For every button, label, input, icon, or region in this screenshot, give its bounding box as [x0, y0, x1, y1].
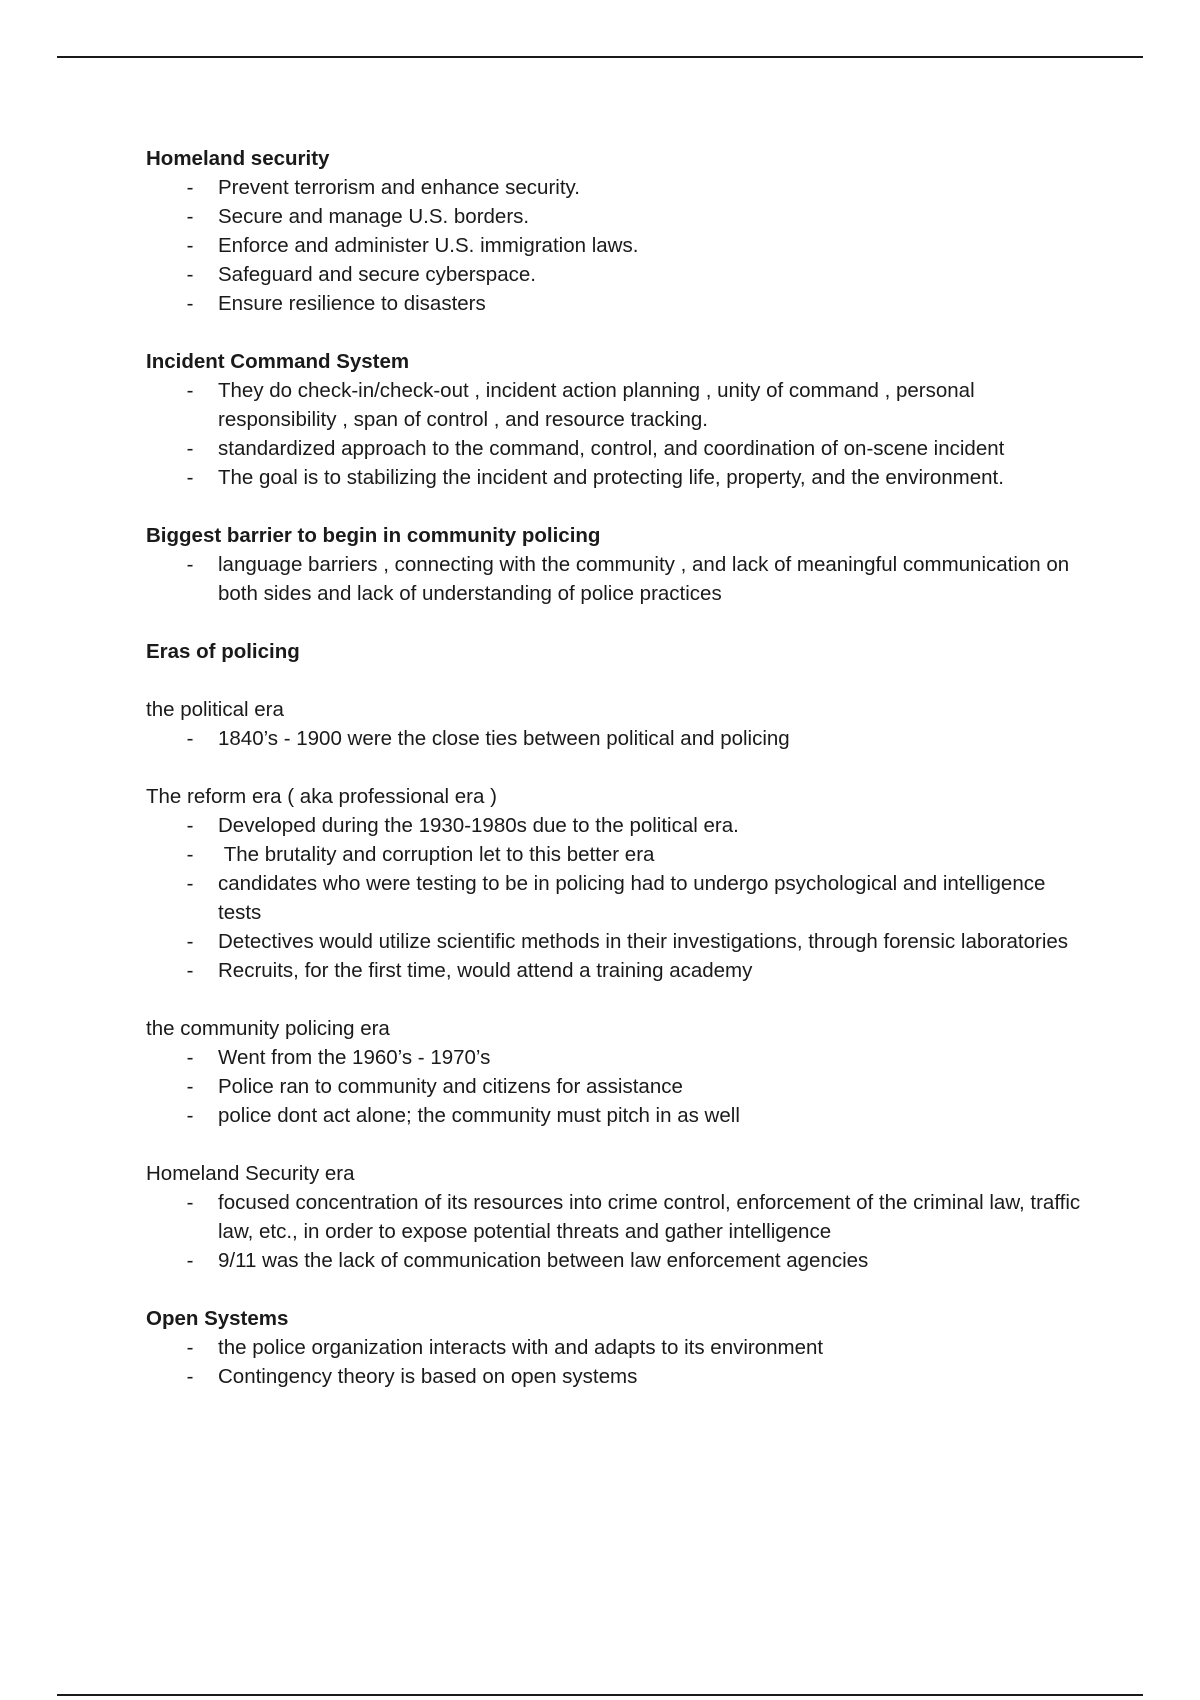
- dash-bullet: -: [186, 727, 194, 750]
- document-body: [146, 144, 1086, 1420]
- section-community-policing-barrier: [146, 521, 1086, 608]
- dash-bullet: -: [186, 959, 194, 982]
- section-open-systems: [146, 1304, 1086, 1391]
- list-item: [146, 840, 1086, 869]
- bullet-list: [146, 1333, 1086, 1391]
- list-item: [146, 1333, 1086, 1362]
- dash-bullet: -: [186, 1249, 194, 1272]
- list-item-text: language barriers , connecting with the community , and lack of meaningful communication on both sides and lack of understanding of police practices: [218, 553, 1070, 605]
- list-item-text: They do check-in/check-out , incident action planning , unity of command , personal responsibility , span of control , and resource tracking.: [218, 379, 975, 431]
- list-item-text: Ensure resilience to disasters: [218, 292, 486, 315]
- dash-bullet: -: [186, 1336, 194, 1359]
- list-item-text: Prevent terrorism and enhance security.: [218, 176, 580, 199]
- list-item: [146, 260, 1086, 289]
- section-homeland-security: [146, 144, 1086, 318]
- dash-bullet: -: [186, 1075, 194, 1098]
- section-reform-era: [146, 782, 1086, 985]
- bullet-list: [146, 724, 1086, 753]
- dash-bullet: -: [186, 466, 194, 489]
- era-heading: the community policing era: [146, 1017, 390, 1040]
- section-heading: Incident Command System: [146, 350, 410, 373]
- list-item-text: Safeguard and secure cyberspace.: [218, 263, 536, 286]
- list-item: [146, 1072, 1086, 1101]
- section-political-era: [146, 695, 1086, 753]
- dash-bullet: -: [186, 872, 194, 895]
- era-heading: Homeland Security era: [146, 1162, 355, 1185]
- dash-bullet: -: [186, 379, 194, 402]
- list-item: [146, 434, 1086, 463]
- dash-bullet: -: [186, 930, 194, 953]
- list-item: [146, 376, 1086, 434]
- list-item: [146, 724, 1086, 753]
- section-heading: Eras of policing: [146, 640, 300, 663]
- dash-bullet: -: [186, 292, 194, 315]
- list-item-text: 9/11 was the lack of communication between law enforcement agencies: [218, 1249, 869, 1272]
- section-heading: Biggest barrier to begin in community policing: [146, 524, 601, 547]
- list-item-text: Contingency theory is based on open systems: [218, 1365, 638, 1388]
- section-heading: Homeland security: [146, 147, 330, 170]
- bottom-rule: [57, 1694, 1143, 1696]
- list-item: [146, 289, 1086, 318]
- dash-bullet: -: [186, 1046, 194, 1069]
- section-heading: Open Systems: [146, 1307, 289, 1330]
- list-item-text: Secure and manage U.S. borders.: [218, 205, 530, 228]
- list-item-text: Enforce and administer U.S. immigration laws.: [218, 234, 639, 257]
- list-item-text: Developed during the 1930-1980s due to the political era.: [218, 814, 739, 837]
- section-homeland-security-era: [146, 1159, 1086, 1275]
- list-item: [146, 231, 1086, 260]
- list-item: [146, 173, 1086, 202]
- dash-bullet: -: [186, 176, 194, 199]
- list-item: [146, 463, 1086, 492]
- dash-bullet: -: [186, 814, 194, 837]
- list-item: [146, 811, 1086, 840]
- top-rule: [57, 56, 1143, 58]
- list-item: [146, 869, 1086, 927]
- list-item-text: police dont act alone; the community must pitch in as well: [218, 1104, 740, 1127]
- bullet-list: [146, 173, 1086, 318]
- list-item-text: the police organization interacts with and adapts to its environment: [218, 1336, 824, 1359]
- list-item: [146, 1246, 1086, 1275]
- bullet-list: [146, 1188, 1086, 1275]
- list-item-text: The goal is to stabilizing the incident and protecting life, property, and the environment.: [218, 466, 1004, 489]
- list-item: [146, 1043, 1086, 1072]
- bullet-list: [146, 550, 1086, 608]
- dash-bullet: -: [186, 553, 194, 576]
- list-item: [146, 202, 1086, 231]
- list-item: [146, 927, 1086, 956]
- dash-bullet: -: [186, 263, 194, 286]
- list-item-text: Police ran to community and citizens for assistance: [218, 1075, 683, 1098]
- list-item-text: candidates who were testing to be in policing had to undergo psychological and intelligence tests: [218, 872, 1046, 924]
- section-eras-of-policing: [146, 637, 1086, 666]
- list-item: [146, 550, 1086, 608]
- era-heading: the political era: [146, 698, 284, 721]
- list-item-text: Went from the 1960’s - 1970’s: [218, 1046, 491, 1069]
- dash-bullet: -: [186, 1104, 194, 1127]
- bullet-list: [146, 811, 1086, 985]
- dash-bullet: -: [186, 843, 194, 866]
- era-heading: The reform era ( aka professional era ): [146, 785, 497, 808]
- list-item: [146, 956, 1086, 985]
- list-item-text: standardized approach to the command, control, and coordination of on-scene incident: [218, 437, 1005, 460]
- list-item-text: Recruits, for the first time, would attend a training academy: [218, 959, 753, 982]
- dash-bullet: -: [186, 1365, 194, 1388]
- dash-bullet: -: [186, 437, 194, 460]
- list-item-text: The brutality and corruption let to this better era: [218, 843, 655, 866]
- section-community-policing-era: [146, 1014, 1086, 1130]
- bullet-list: [146, 1043, 1086, 1130]
- list-item: [146, 1188, 1086, 1246]
- section-incident-command-system: [146, 347, 1086, 492]
- dash-bullet: -: [186, 1191, 194, 1214]
- dash-bullet: -: [186, 234, 194, 257]
- bullet-list: [146, 376, 1086, 492]
- list-item: [146, 1101, 1086, 1130]
- dash-bullet: -: [186, 205, 194, 228]
- list-item-text: focused concentration of its resources into crime control, enforcement of the criminal law, traffic law, etc., in order to expose potential threats and gather intelligence: [218, 1191, 1081, 1243]
- list-item: [146, 1362, 1086, 1391]
- list-item-text: Detectives would utilize scientific methods in their investigations, through forensic laboratories: [218, 930, 1069, 953]
- list-item-text: 1840’s - 1900 were the close ties between political and policing: [218, 727, 790, 750]
